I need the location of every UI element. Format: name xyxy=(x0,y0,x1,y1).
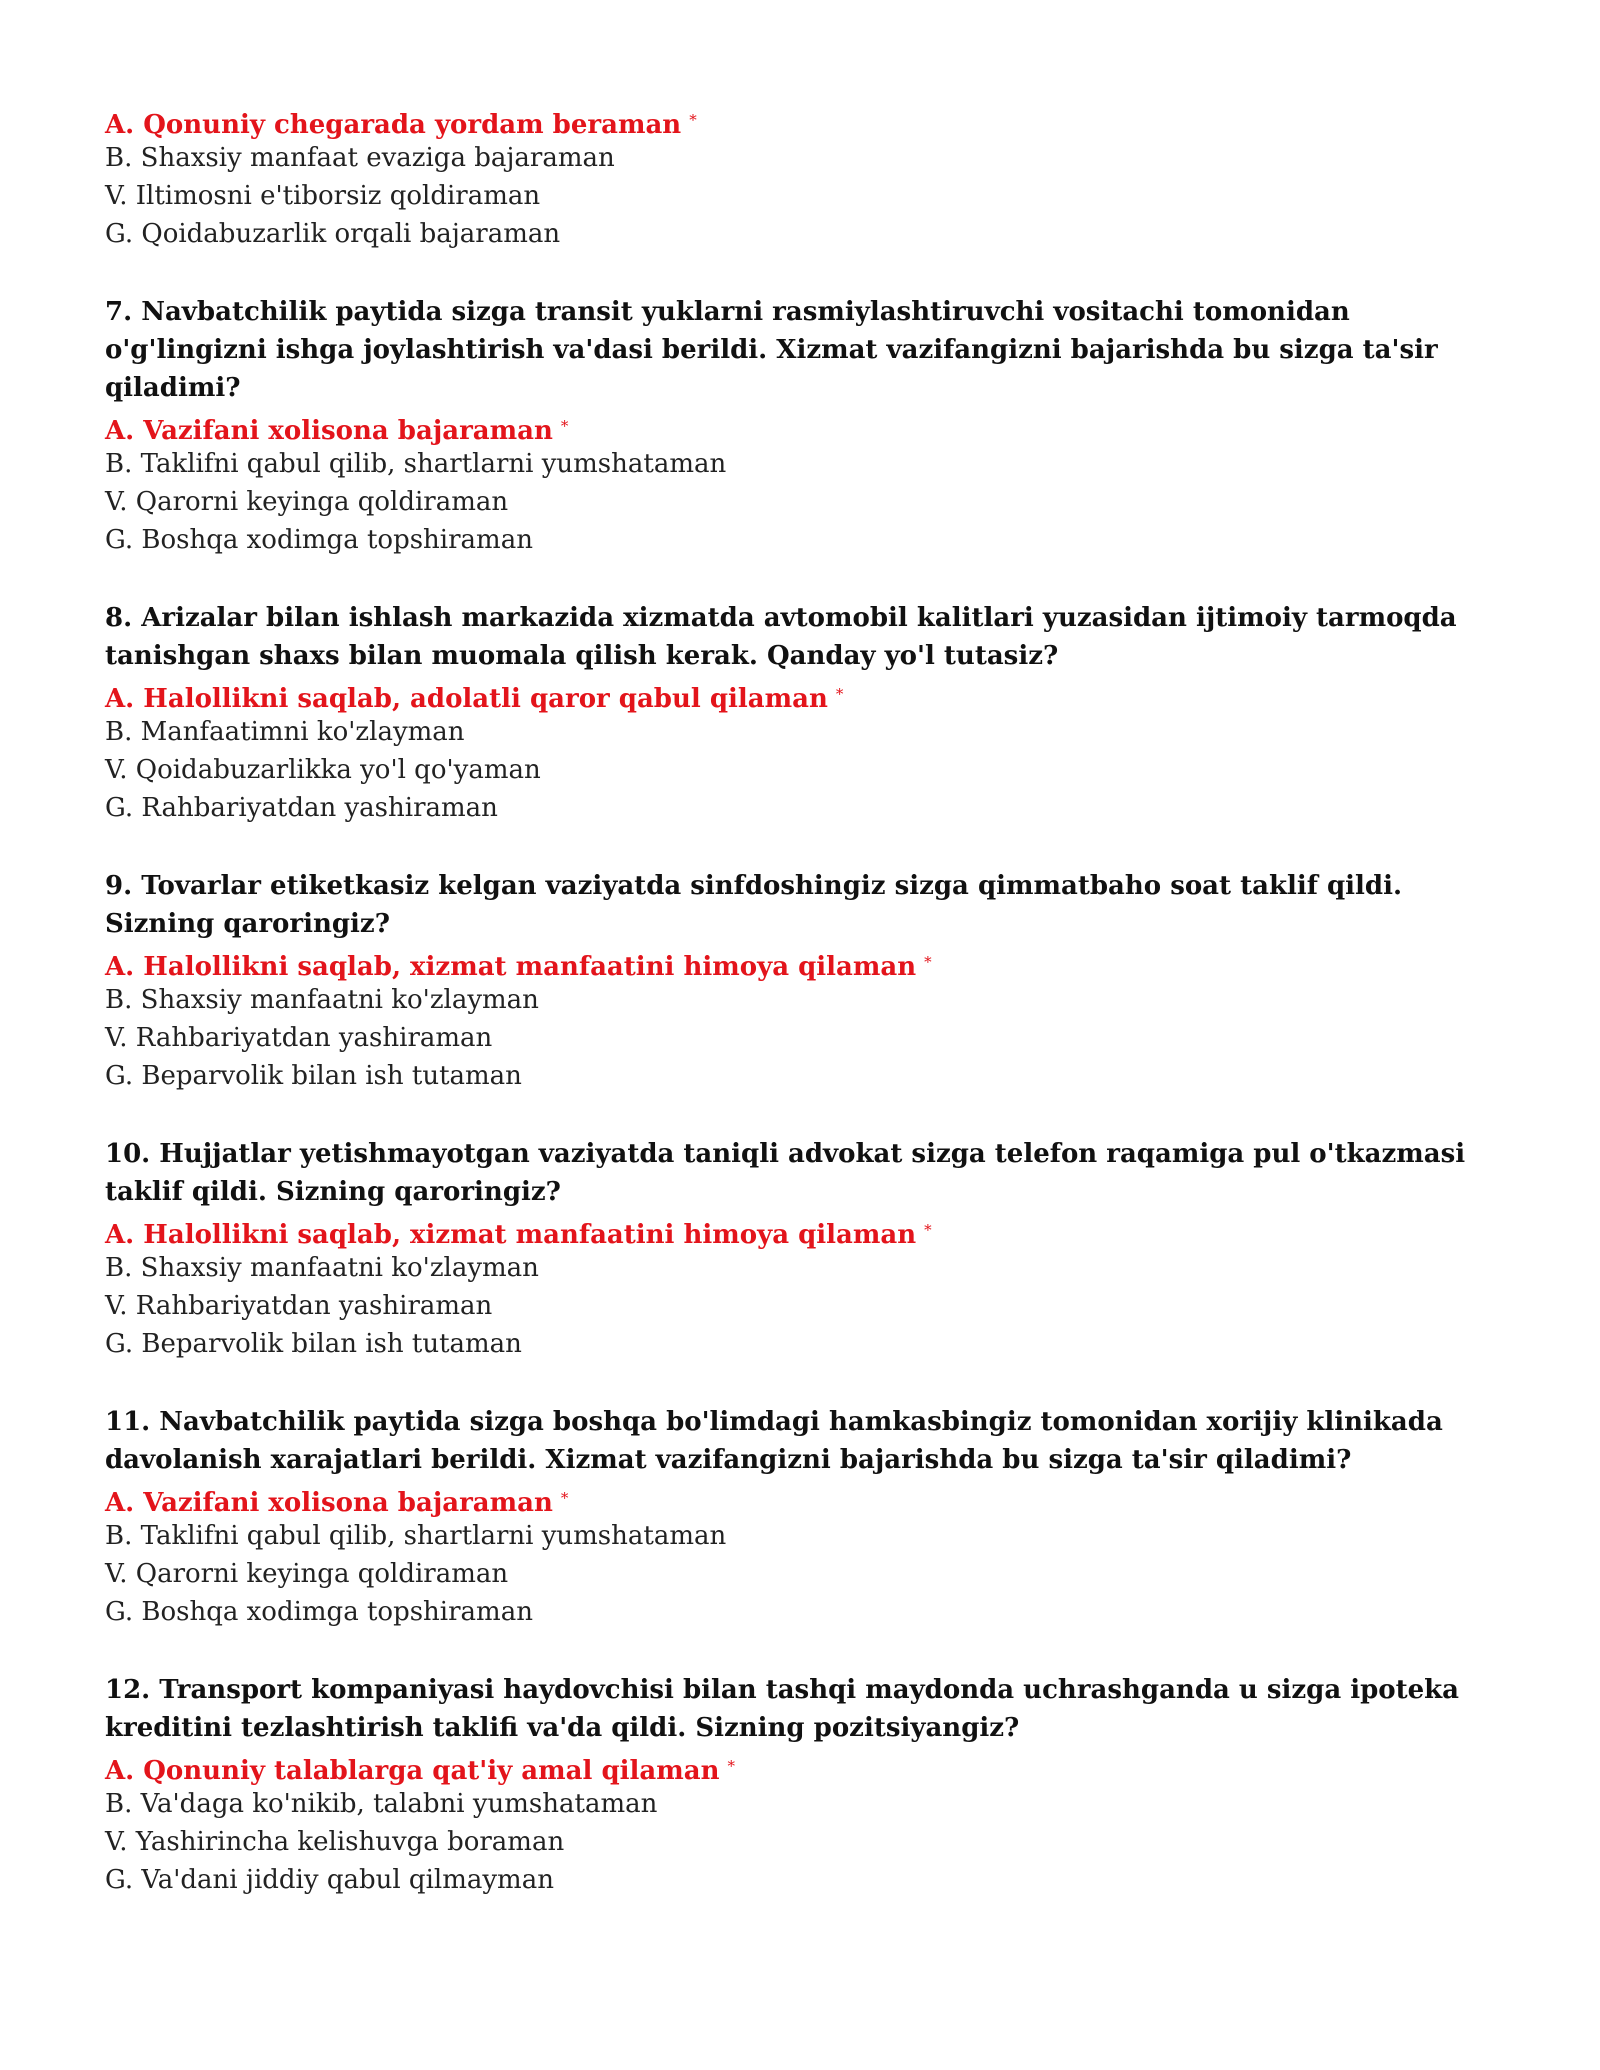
answer-option: G. Boshqa xodimga topshiraman xyxy=(105,525,533,555)
correct-marker: * xyxy=(560,1489,569,1507)
correct-marker: * xyxy=(835,685,844,703)
answer-option: G. Va'dani jiddiy qabul qilmayman xyxy=(105,1865,554,1895)
answer-option: B. Manfaatimni ko'zlayman xyxy=(105,717,465,747)
answer-option: V. Rahbariyatdan yashiraman xyxy=(105,1023,493,1053)
question-text: 12. Transport kompaniyasi haydovchisi bilan tashqi maydonda uchrashganda u sizga ipoteka kreditini tezlashtirish taklifi va'da qildi. Sizning pozitsiyangiz? xyxy=(105,1675,1460,1743)
question-block xyxy=(105,1135,1505,1363)
document-page xyxy=(105,101,1505,1899)
correct-answer: A. Qonuniy talablarga qat'iy amal qilaman * xyxy=(105,1756,735,1786)
correct-marker: * xyxy=(924,1221,932,1239)
answer-option: B. Va'daga ko'nikib, talabni yumshataman xyxy=(105,1789,658,1819)
question-block xyxy=(105,1671,1505,1899)
answer-option: V. Qarorni keyinga qoldiraman xyxy=(105,1559,509,1589)
answer-option: B. Shaxsiy manfaatni ko'zlayman xyxy=(105,1253,539,1283)
correct-marker: * xyxy=(727,1757,735,1775)
answer-option: V. Iltimosni e'tiborsiz qoldiraman xyxy=(105,181,541,211)
answer-option: V. Rahbariyatdan yashiraman xyxy=(105,1291,493,1321)
answer-option: B. Taklifni qabul qilib, shartlarni yumshataman xyxy=(105,449,727,479)
question-block xyxy=(105,293,1505,559)
answer-option: G. Boshqa xodimga topshiraman xyxy=(105,1597,533,1627)
answer-option: G. Beparvolik bilan ish tutaman xyxy=(105,1329,522,1359)
answer-option: V. Yashirincha kelishuvga boraman xyxy=(105,1827,565,1857)
answer-block xyxy=(105,101,1505,253)
answer-option: B. Shaxsiy manfaat evaziga bajaraman xyxy=(105,143,615,173)
question-block xyxy=(105,1403,1505,1631)
correct-answer: A. Qonuniy chegarada yordam beraman * xyxy=(105,110,697,140)
answer-option: B. Taklifni qabul qilib, shartlarni yumshataman xyxy=(105,1521,727,1551)
correct-marker: * xyxy=(560,417,569,435)
question-block xyxy=(105,599,1505,827)
question-text: 8. Arizalar bilan ishlash markazida xizmatda avtomobil kalitlari yuzasidan ijtimoiy tarmoqda tanishgan shaxs bilan muomala qilish kerak. Qanday yo'l tutasiz? xyxy=(105,603,1457,671)
answer-option: B. Shaxsiy manfaatni ko'zlayman xyxy=(105,985,539,1015)
correct-answer: A. Vazifani xolisona bajaraman * xyxy=(105,1488,569,1518)
correct-marker: * xyxy=(689,111,697,129)
correct-answer: A. Halollikni saqlab, xizmat manfaatini himoya qilaman * xyxy=(105,952,932,982)
question-text: 10. Hujjatlar yetishmayotgan vaziyatda taniqli advokat sizga telefon raqamiga pul o'tkazmasi taklif qildi. Sizning qaroringiz? xyxy=(105,1139,1466,1207)
answer-option: G. Beparvolik bilan ish tutaman xyxy=(105,1061,522,1091)
question-text: 7. Navbatchilik paytida sizga transit yuklarni rasmiylashtiruvchi vositachi tomonidan o'g'lingizni ishga joylashtirish va'dasi berildi. Xizmat vazifangizni bajarishda bu sizga ta'sir qiladimi? xyxy=(105,297,1438,403)
answer-option: G. Rahbariyatdan yashiraman xyxy=(105,793,498,823)
correct-answer: A. Vazifani xolisona bajaraman * xyxy=(105,416,569,446)
correct-answer: A. Halollikni saqlab, xizmat manfaatini himoya qilaman * xyxy=(105,1220,932,1250)
correct-answer: A. Halollikni saqlab, adolatli qaror qabul qilaman * xyxy=(105,684,844,714)
correct-marker: * xyxy=(924,953,932,971)
question-block xyxy=(105,867,1505,1095)
question-text: 9. Tovarlar etiketkasiz kelgan vaziyatda sinfdoshingiz sizga qimmatbaho soat taklif qildi. Sizning qaroringiz? xyxy=(105,871,1402,939)
question-text: 11. Navbatchilik paytida sizga boshqa bo'limdagi hamkasbingiz tomonidan xorijiy klinikada davolanish xarajatlari berildi. Xizmat vazifangizni bajarishda bu sizga ta'sir qiladimi? xyxy=(105,1407,1443,1475)
answer-option: G. Qoidabuzarlik orqali bajaraman xyxy=(105,219,561,249)
answer-option: V. Qoidabuzarlikka yo'l qo'yaman xyxy=(105,755,541,785)
answer-option: V. Qarorni keyinga qoldiraman xyxy=(105,487,509,517)
